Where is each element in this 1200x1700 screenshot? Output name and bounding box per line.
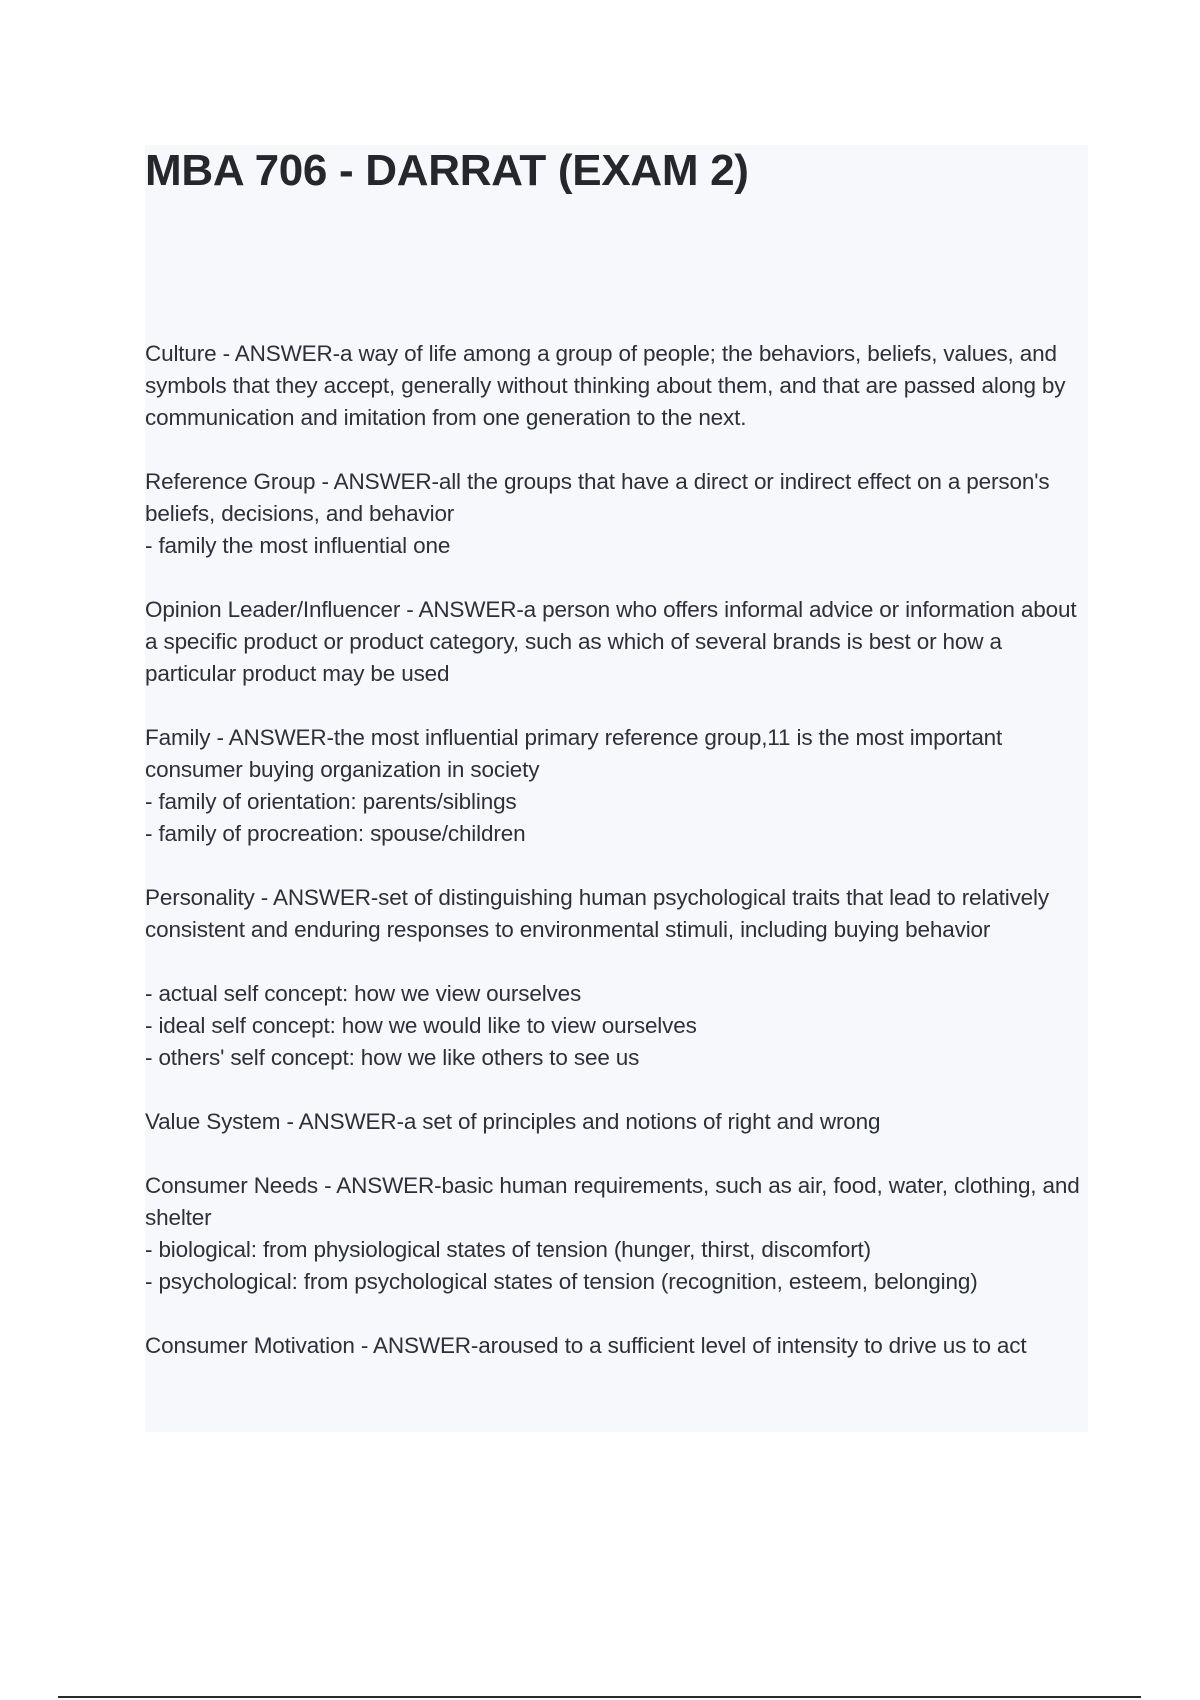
entry-opinion-leader [145,594,1085,690]
entry-text: Opinion Leader/Influencer - ANSWER-a person who offers informal advice or information about a specific product or product category, such as which of several brands is best or how a particular product may be used [145,597,1077,686]
entry-text: Consumer Needs - ANSWER-basic human requirements, such as air, food, water, clothing, and shelter [145,1173,1080,1230]
entry-bullet: - ideal self concept: how we would like to view ourselves [145,1013,697,1038]
entry-bullet: - family the most influential one [145,533,451,558]
entry-culture [145,338,1085,434]
entry-bullet: - biological: from physiological states of tension (hunger, thirst, discomfort) [145,1237,871,1262]
blank-line [145,946,1085,978]
entry-reference-group [145,466,1085,562]
entry-bullet: - family of orientation: parents/siblings [145,789,517,814]
entry-family [145,722,1085,850]
footer-divider [58,1696,1141,1698]
entry-bullet: - actual self concept: how we view ourselves [145,981,582,1006]
entry-text: Consumer Motivation - ANSWER-aroused to a sufficient level of intensity to drive us to act [145,1333,1027,1358]
entry-text: Value System - ANSWER-a set of principles and notions of right and wrong [145,1109,881,1134]
entry-personality [145,882,1085,1074]
entry-text: Family - ANSWER-the most influential primary reference group,11 is the most important consumer buying organization in society [145,725,1003,782]
entry-bullet: - others' self concept: how we like others to see us [145,1045,640,1070]
entry-bullet: - family of procreation: spouse/children [145,821,526,846]
document-title: MBA 706 - DARRAT (EXAM 2) [145,146,749,195]
flashcard-list [145,338,1085,1394]
entry-text: Culture - ANSWER-a way of life among a group of people; the behaviors, beliefs, values, and symbols that they accept, generally without thinking about them, and that are passed along by communication and imitation from one generation to the next. [145,341,1066,430]
entry-consumer-needs [145,1170,1085,1298]
entry-text: Personality - ANSWER-set of distinguishing human psychological traits that lead to relatively consistent and enduring responses to environmental stimuli, including buying behavior [145,885,1049,942]
entry-text: Reference Group - ANSWER-all the groups that have a direct or indirect effect on a person's beliefs, decisions, and behavior [145,469,1050,526]
entry-bullet: - psychological: from psychological states of tension (recognition, esteem, belonging) [145,1269,978,1294]
entry-consumer-motivation [145,1330,1085,1362]
entry-value-system [145,1106,1085,1138]
